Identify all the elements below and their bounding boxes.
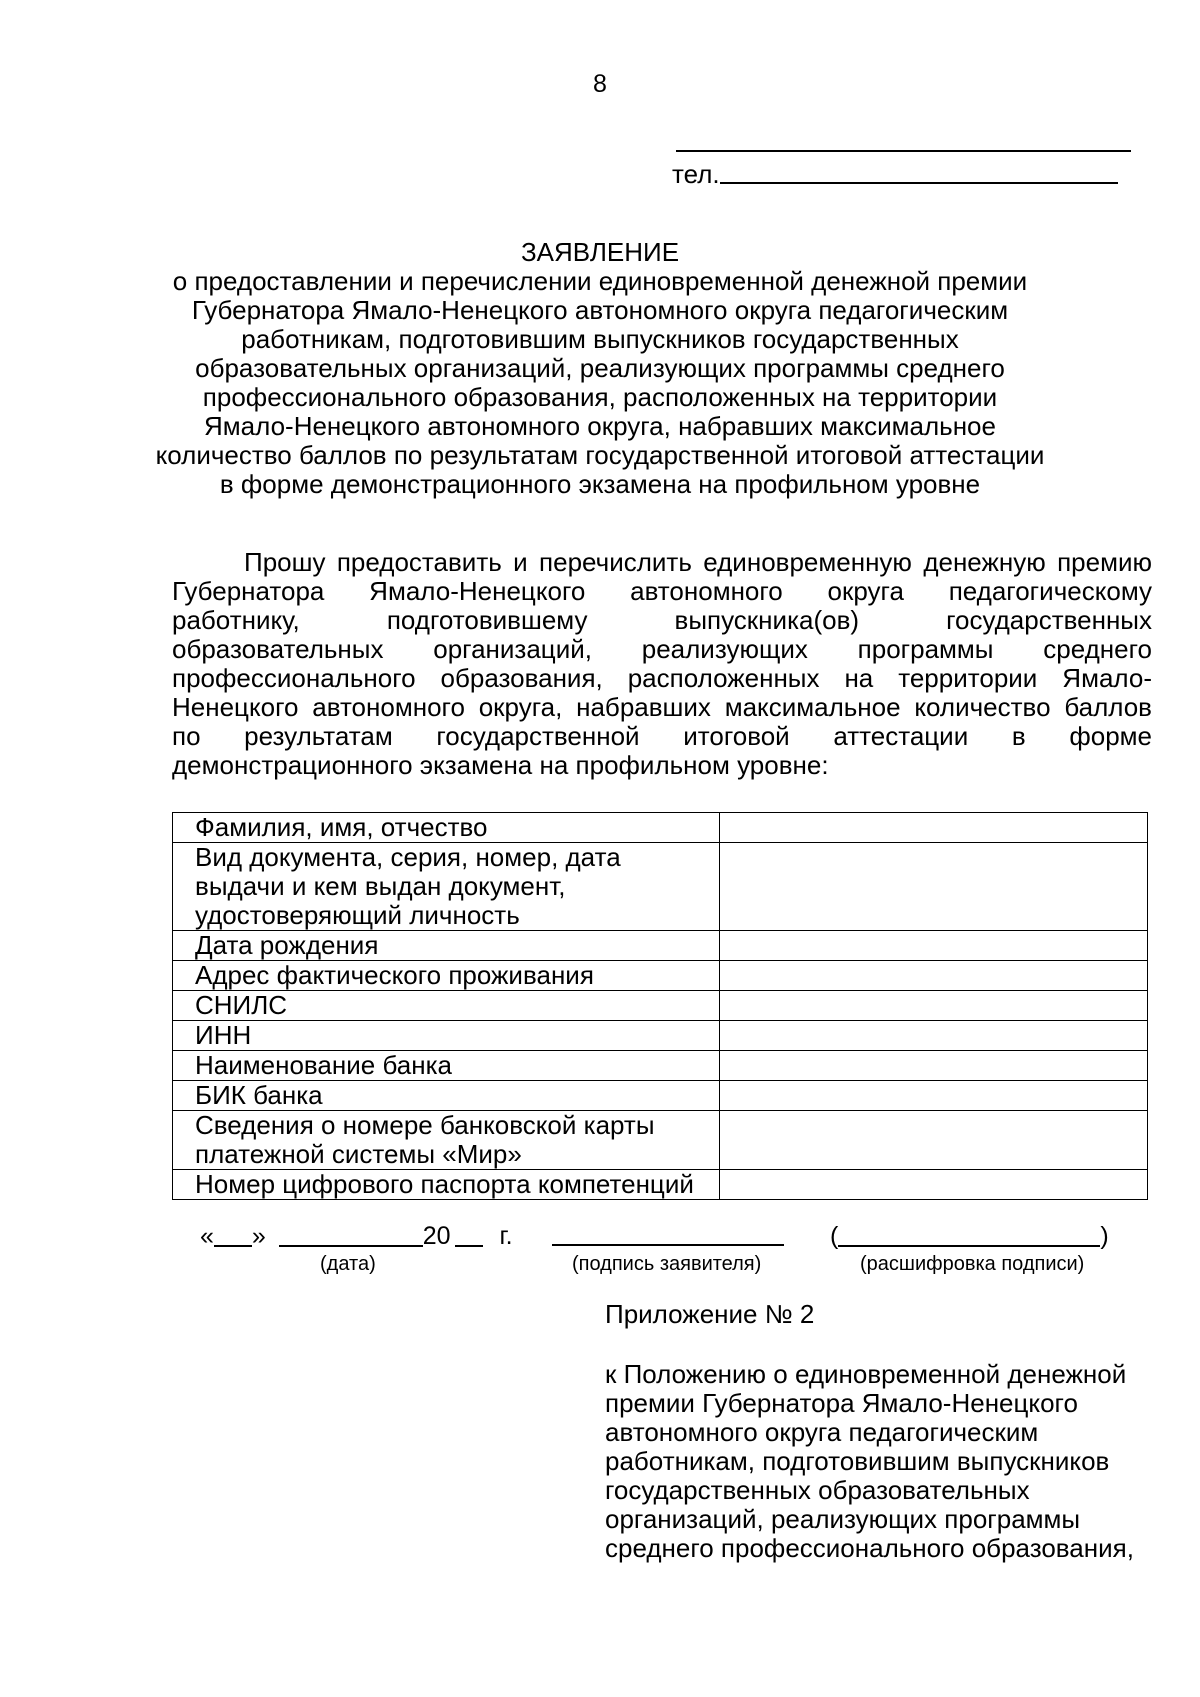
decode-close-paren: ): [1100, 1222, 1109, 1250]
decode-open-paren: (: [830, 1222, 839, 1250]
title-line: работникам, подготовившим выпускников государственных: [241, 324, 959, 354]
title-line: образовательных организаций, реализующих программы среднего: [195, 353, 1005, 383]
tel-blank: [720, 158, 1118, 184]
appendix-line: государственных образовательных: [605, 1475, 1030, 1505]
field-label-line: Дата рождения: [195, 930, 379, 960]
paragraph-line: образовательных организаций, реализующих программы среднего: [172, 634, 1152, 664]
field-label: [173, 931, 720, 961]
field-label: [173, 1081, 720, 1111]
table-row: [173, 1021, 1148, 1051]
appendix-reference: [605, 1360, 1165, 1563]
tel-label: тел.: [672, 159, 720, 189]
table-row: [173, 991, 1148, 1021]
table-row: [173, 1170, 1148, 1200]
field-label: [173, 1170, 720, 1200]
table-row: [173, 1111, 1148, 1170]
field-label: [173, 1021, 720, 1051]
field-value[interactable]: [720, 1081, 1148, 1111]
appendix-line: премии Губернатора Ямало-Ненецкого: [605, 1388, 1078, 1418]
year-suffix: г.: [499, 1222, 513, 1250]
decode-caption: (расшифровка подписи): [860, 1253, 1085, 1275]
title-line: Ямало-Ненецкого автономного округа, набравших максимальное: [204, 411, 996, 441]
title-line: в форме демонстрационного экзамена на профильном уровне: [219, 469, 981, 499]
field-value[interactable]: [720, 813, 1148, 843]
field-label-line: Номер цифрового паспорта компетенций: [195, 1169, 694, 1199]
title-line: Губернатора Ямало-Ненецкого автономного округа педагогическим: [191, 295, 1009, 325]
year-prefix: 20: [422, 1222, 451, 1250]
paragraph-line: Прошу предоставить и перечислить единовременную денежную премию: [244, 547, 1152, 577]
date-open-quote: «: [200, 1222, 214, 1250]
paragraph-line: работнику, подготовившему выпускника(ов) государственных: [172, 605, 1152, 635]
table-row: [173, 961, 1148, 991]
field-value[interactable]: [720, 1111, 1148, 1170]
field-label: [173, 1111, 720, 1170]
paragraph-line: Губернатора Ямало-Ненецкого автономного округа педагогическому: [172, 576, 1152, 606]
paragraph-line: Ненецкого автономного округа, набравших максимальное количество баллов: [172, 692, 1152, 722]
field-label-line: Фамилия, имя, отчество: [195, 812, 488, 842]
field-label-line: удостоверяющий личность: [195, 900, 520, 930]
appendix-line: автономного округа педагогическим: [605, 1417, 1039, 1447]
request-paragraph: [172, 548, 1152, 780]
paragraph-line: профессионального образования, расположенных на территории Ямало-: [172, 663, 1152, 693]
title-heading: ЗАЯВЛЕНИЕ: [520, 237, 680, 267]
appendix-line: к Положению о единовременной денежной: [605, 1359, 1127, 1389]
page-number: 8: [593, 70, 607, 98]
field-label-line: Вид документа, серия, номер, дата: [195, 842, 621, 872]
table-row: [173, 1081, 1148, 1111]
field-label-line: ИНН: [195, 1020, 252, 1050]
applicant-name-line: [676, 150, 1131, 152]
document-title: [150, 238, 1050, 499]
field-label-line: БИК банка: [195, 1080, 323, 1110]
appendix-line: работникам, подготовившим выпускников: [605, 1446, 1110, 1476]
field-value[interactable]: [720, 1170, 1148, 1200]
field-value[interactable]: [720, 1051, 1148, 1081]
field-label-line: Адрес фактического проживания: [195, 960, 594, 990]
field-label: [173, 843, 720, 931]
signature-blank[interactable]: [552, 1218, 784, 1246]
field-label: [173, 991, 720, 1021]
field-label: [173, 1051, 720, 1081]
table-row: [173, 931, 1148, 961]
field-value[interactable]: [720, 931, 1148, 961]
date-caption: (дата): [320, 1253, 376, 1275]
tel-line: [672, 158, 1132, 188]
day-blank[interactable]: [214, 1245, 252, 1247]
field-value[interactable]: [720, 1021, 1148, 1051]
title-line: о предоставлении и перечислении единовременной денежной премии: [172, 266, 1028, 296]
signature-decode-field: [830, 1222, 1109, 1251]
applicant-data-table: [172, 812, 1148, 1200]
paragraph-line: по результатам государственной итоговой аттестации в форме: [172, 721, 1152, 751]
date-close-quote: »: [251, 1222, 266, 1250]
field-label-line: платежной системы «Мир»: [195, 1139, 522, 1169]
appendix-line: среднего профессионального образования,: [605, 1533, 1134, 1563]
paragraph-line: демонстрационного экзамена на профильном уровне:: [172, 750, 829, 780]
year-blank[interactable]: [455, 1245, 483, 1247]
field-value[interactable]: [720, 843, 1148, 931]
field-value[interactable]: [720, 991, 1148, 1021]
field-label-line: Наименование банка: [195, 1050, 452, 1080]
decode-blank[interactable]: [838, 1245, 1100, 1247]
appendix-title: Приложение № 2: [605, 1299, 815, 1329]
title-line: количество баллов по результатам государственной итоговой аттестации: [155, 440, 1045, 470]
table-row: [173, 813, 1148, 843]
date-field: [200, 1222, 513, 1251]
month-blank[interactable]: [279, 1245, 423, 1247]
appendix-line: организаций, реализующих программы: [605, 1504, 1081, 1534]
field-label-line: Сведения о номере банковской карты: [195, 1110, 655, 1140]
title-line: профессионального образования, расположенных на территории: [202, 382, 998, 412]
table-row: [173, 1051, 1148, 1081]
field-label: [173, 813, 720, 843]
field-label-line: СНИЛС: [195, 990, 288, 1020]
field-label: [173, 961, 720, 991]
field-value[interactable]: [720, 961, 1148, 991]
field-label-line: выдачи и кем выдан документ,: [195, 871, 566, 901]
signature-caption: (подпись заявителя): [572, 1253, 762, 1275]
table-row: [173, 843, 1148, 931]
